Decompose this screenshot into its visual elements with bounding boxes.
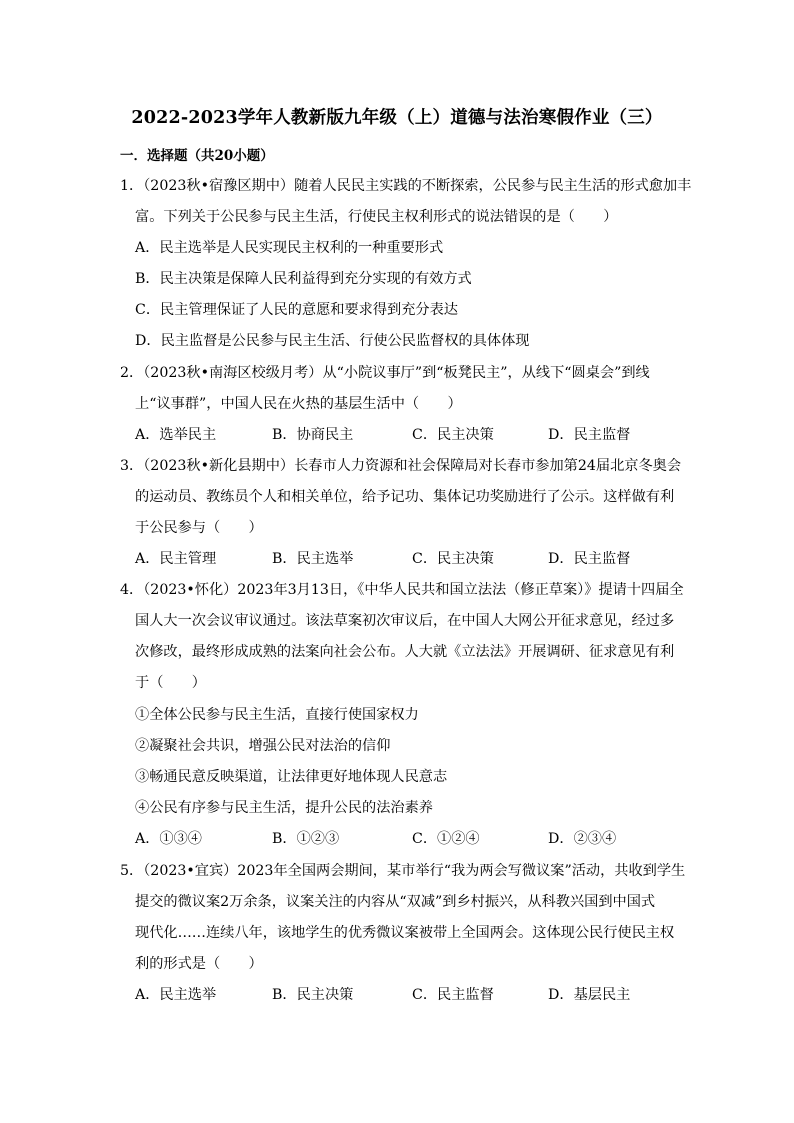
question-4-option-d: D．②③④ xyxy=(548,831,617,847)
question-3-option-b: B．民主选举 xyxy=(272,551,354,567)
question-2-option-a: A．选举民主 xyxy=(135,427,217,443)
question-3-option-c: C．民主决策 xyxy=(412,551,494,567)
question-5-option-d: D．基层民主 xyxy=(548,987,631,1003)
question-4-option-c: C．①②④ xyxy=(412,831,480,847)
question-4-line-1: 4．（2023•怀化）2023年3月13日，《中华人民共和国立法法（修正草案）》提请十四届全 xyxy=(120,582,684,598)
question-4-statement-4: ④公民有序参与民主生活，提升公民的法治素养 xyxy=(135,800,433,816)
question-3-line-3: 于公民参与（ ） xyxy=(135,520,263,536)
question-1-option-d: D．民主监督是公民参与民主生活、行使公民监督权的具体体现 xyxy=(135,333,530,349)
question-2-line-2: 上“议事群”，中国人民在火热的基层生活中（ ） xyxy=(135,396,462,412)
question-1-line-1: 1．（2023秋•宿豫区期中）随着人民民主实践的不断探索，公民参与民主生活的形式愈加丰 xyxy=(120,178,692,194)
question-4-line-2: 国人大一次会议审议通过。该法草案初次审议后，在中国人大网公开征求意见，经过多 xyxy=(135,613,675,629)
question-2-option-d: D．民主监督 xyxy=(548,427,631,443)
question-4-option-b: B．①②③ xyxy=(272,831,340,847)
question-5-line-3: 现代化……连续八年，该地学生的优秀微议案被带上全国两会。这体现公民行使民主权 xyxy=(135,925,675,941)
question-2-option-b: B．协商民主 xyxy=(272,427,354,443)
question-3-option-a: A．民主管理 xyxy=(135,551,217,567)
question-4-line-3: 次修改，最终形成成熟的法案向社会公布。人大就《立法法》开展调研、征求意见有利 xyxy=(135,644,675,660)
question-4-option-a: A．①③④ xyxy=(135,831,202,847)
document-title: 2022-2023学年人教新版九年级（上）道德与法治寒假作业（三） xyxy=(131,108,663,128)
question-5-line-2: 提交的微议案2万余条，议案关注的内容从“双减”到乡村振兴，从科教兴国到中国式 xyxy=(135,894,656,910)
question-3-line-2: 的运动员、教练员个人和相关单位，给予记功、集体记功奖励进行了公示。这样做有利 xyxy=(135,489,675,505)
question-2-line-1: 2．（2023秋•南海区校级月考）从“小院议事厅”到“板凳民主”，从线下“圆桌会”到线 xyxy=(120,365,650,381)
question-5-option-b: B．民主决策 xyxy=(272,987,354,1003)
question-2-option-c: C．民主决策 xyxy=(412,427,494,443)
question-3-line-1: 3．（2023秋•新化县期中）长春市人力资源和社会保障局对长春市参加第24届北京冬奥会 xyxy=(120,458,682,474)
question-5-option-c: C．民主监督 xyxy=(412,987,494,1003)
question-4-statement-1: ①全体公民参与民主生活，直接行使国家权力 xyxy=(135,707,419,723)
question-4-line-4: 于（ ） xyxy=(135,675,206,691)
question-1-option-b: B．民主决策是保障人民利益得到充分实现的有效方式 xyxy=(135,271,472,287)
question-4-statement-2: ②凝聚社会共识，增强公民对法治的信仰 xyxy=(135,738,391,754)
question-3-option-d: D．民主监督 xyxy=(548,551,631,567)
question-5-option-a: A．民主选举 xyxy=(135,987,217,1003)
question-5-line-1: 5．（2023•宜宾）2023年全国两会期间，某市举行“我为两会写微议案”活动，共收到学生 xyxy=(120,863,686,879)
question-1-line-2: 富。下列关于公民参与民主生活，行使民主权利形式的说法错误的是（ ） xyxy=(135,209,618,225)
question-5-line-4: 利的形式是（ ） xyxy=(135,956,263,972)
question-4-statement-3: ③畅通民意反映渠道，让法律更好地体现人民意志 xyxy=(135,769,448,785)
question-1-option-a: A．民主选举是人民实现民主权利的一种重要形式 xyxy=(135,240,444,256)
section-heading: 一．选择题（共20小题） xyxy=(120,148,274,164)
question-1-option-c: C．民主管理保证了人民的意愿和要求得到充分表达 xyxy=(135,302,458,318)
